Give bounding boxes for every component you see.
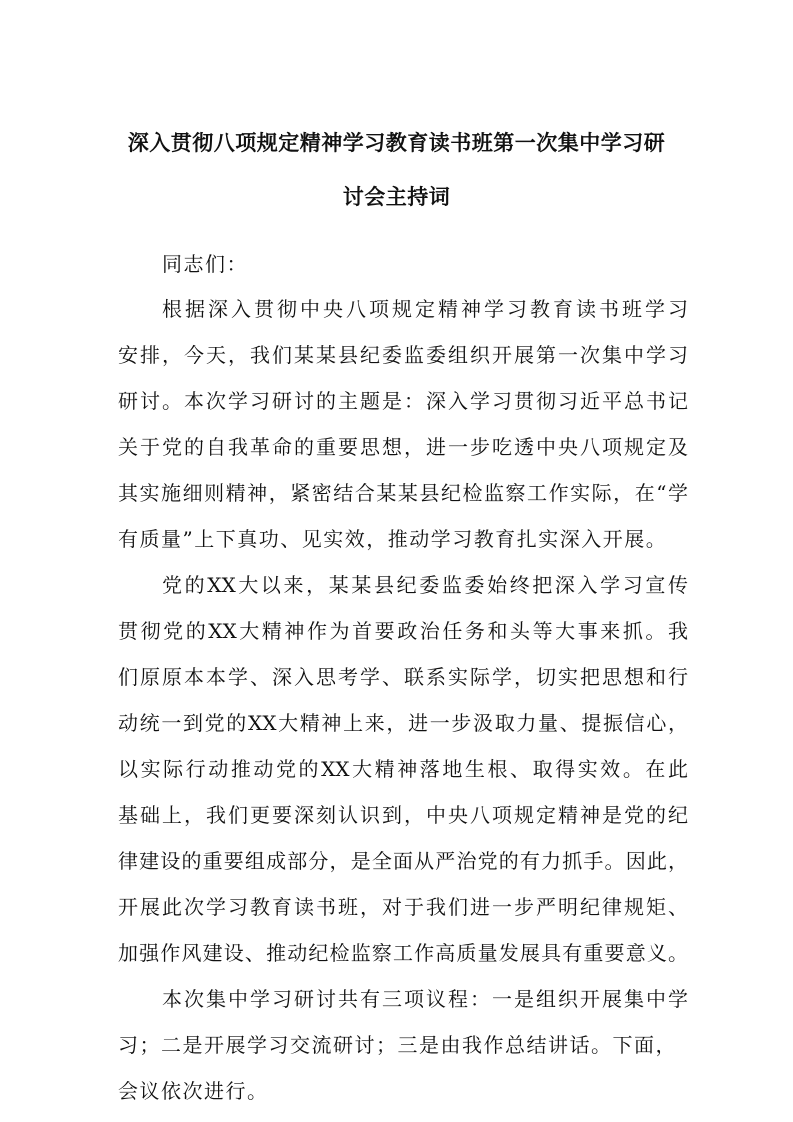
document-title-line-1: 深入贯彻八项规定精神学习教育读书班第一次集中学习研 <box>127 130 666 155</box>
paragraph-2-line-8: 开展此次学习教育读书班，对于我们进一步严明纪律规矩、 <box>118 895 688 919</box>
paragraph-3-line-1: 本次集中学习研讨共有三项议程：一是组织开展集中学 <box>162 987 688 1011</box>
paragraph-2-line-7: 律建设的重要组成部分，是全面从严治党的有力抓手。因此， <box>118 849 688 873</box>
paragraph-1-line-2: 安排，今天，我们某某县纪委监委组织开展第一次集中学习 <box>118 343 688 367</box>
paragraph-2-line-9: 加强作风建设、推动纪检监察工作高质量发展具有重要意义。 <box>118 941 688 965</box>
paragraph-1-line-1: 根据深入贯彻中央八项规定精神学习教育读书班学习 <box>162 297 688 321</box>
salutation: 同志们： <box>162 252 248 276</box>
paragraph-2-line-6: 基础上，我们更要深刻认识到，中央八项规定精神是党的纪 <box>118 803 688 827</box>
paragraph-2-line-4: 动统一到党的XX大精神上来，进一步汲取力量、提振信心， <box>118 711 688 735</box>
paragraph-1-line-6: 有质量”上下真功、见实效，推动学习教育扎实深入开展。 <box>118 527 668 551</box>
paragraph-1-line-4: 关于党的自我革命的重要思想，进一步吃透中央八项规定及 <box>118 435 688 459</box>
paragraph-2-line-1: 党的XX大以来，某某县纪委监委始终把深入学习宣传 <box>162 573 688 597</box>
paragraph-2-line-2: 贯彻党的XX大精神作为首要政治任务和头等大事来抓。我 <box>118 619 688 643</box>
paragraph-1-line-3: 研讨。本次学习研讨的主题是：深入学习贯彻习近平总书记 <box>118 389 688 413</box>
paragraph-3-line-2: 习；二是开展学习交流研讨；三是由我作总结讲话。下面， <box>118 1033 677 1057</box>
paragraph-3-line-3: 会议依次进行。 <box>118 1079 269 1103</box>
paragraph-2-line-3: 们原原本本学、深入思考学、联系实际学，切实把思想和行 <box>118 665 688 689</box>
document-title-line-2: 讨会主持词 <box>342 184 451 209</box>
paragraph-1-line-5: 其实施细则精神，紧密结合某某县纪检监察工作实际，在“学 <box>118 481 688 505</box>
paragraph-2-line-5: 以实际行动推动党的XX大精神落地生根、取得实效。在此 <box>118 757 688 781</box>
